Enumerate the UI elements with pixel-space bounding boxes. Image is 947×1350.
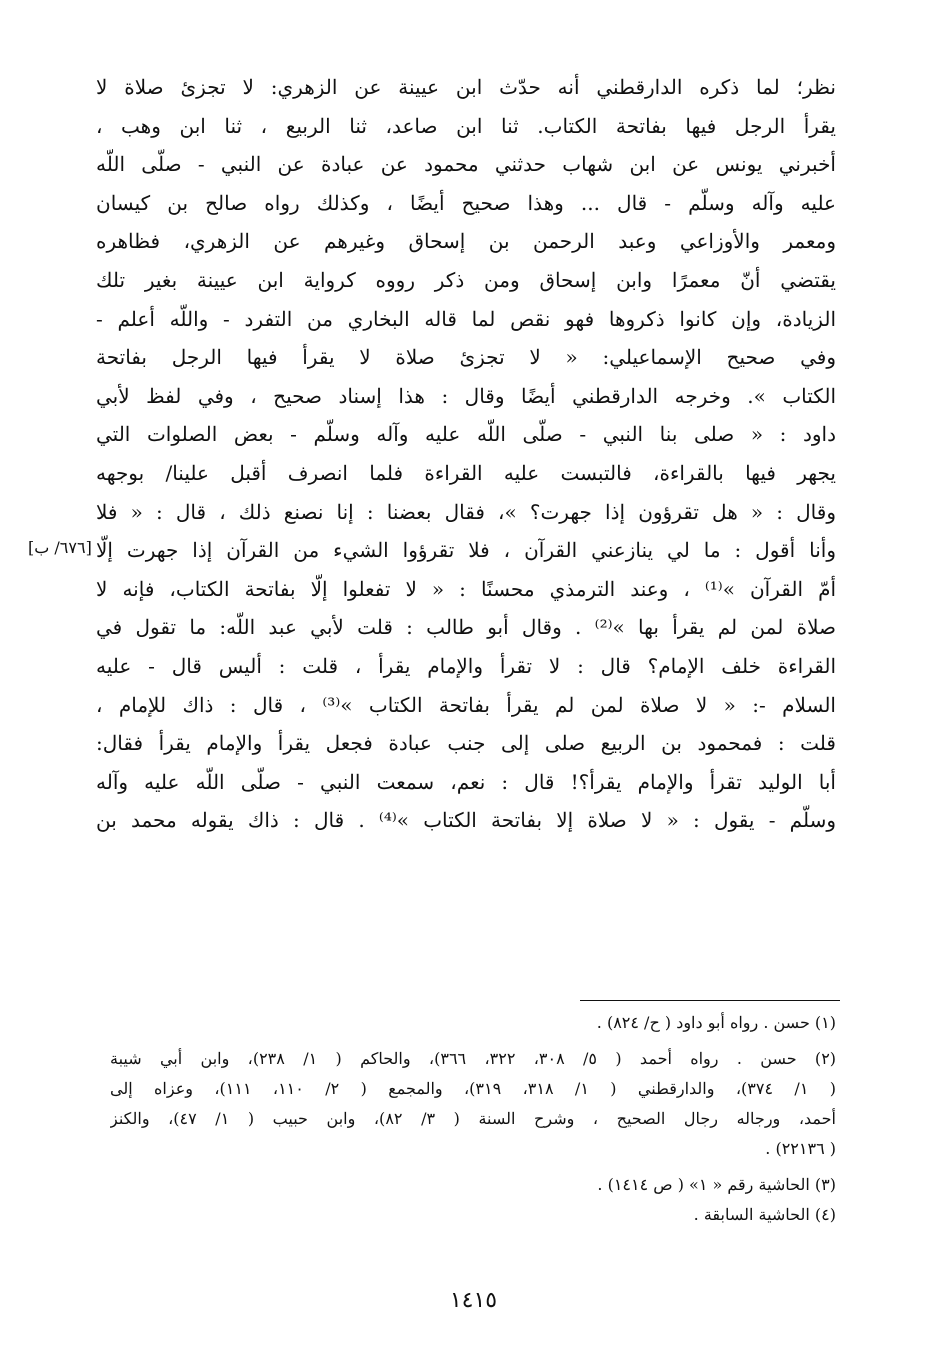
margin-folio-note: [٦٧٦/ ب] — [28, 538, 92, 557]
text-line: يقرأ الرجل فيها بفاتحة الكتاب. ثنا ابن صاعد، ثنا الربيع ، ثنا ابن وهب ، — [96, 113, 836, 138]
footnote-3 — [110, 1170, 836, 1200]
text-line: وقال : « هل تقرؤون إذا جهرت؟ »، فقال بعضنا : إنا نصنع ذلك ، قال : « فلا — [96, 499, 836, 524]
footnote-line: (٣) الحاشية رقم « ١» ( ص ١٤١٤) . — [597, 1175, 836, 1194]
text-line: السلام -: « لا صلاة لمن لم يقرأ بفاتحة الكتاب »⁽³⁾ ، قال : ذاك للإمام ، — [96, 692, 836, 717]
main-text — [96, 68, 836, 840]
footnote-line: ( ١/ ٣٧٤)، والدارقطني ( ١/ ٣١٨، ٣١٩)، والمجمع ( ٢/ ١١٠، ١١١)، وعزاه إلى — [110, 1079, 836, 1098]
footnote-line: (١) حسن . رواه أبو داود ( ح/ ٨٢٤) . — [596, 1013, 836, 1032]
text-line: عليه وآله وسلّم - قال ... وهذا صحيح أيضًا ، وكذلك رواه صالح بن كيسان — [96, 190, 836, 215]
text-line: وسلّم - يقول : « لا صلاة إلا بفاتحة الكتاب »⁽⁴⁾ . قال : ذاك يقوله محمد بن — [96, 808, 836, 833]
text-line: القراءة خلف الإمام؟ قال : لا تقرأ والإمام يقرأ ، قلت : أليس قال - عليه — [96, 653, 836, 678]
text-line: يجهر فيها بالقراءة، فالتبست عليه القراءة فلما انصرف أقبل علينا/ بوجهه — [96, 460, 836, 485]
page-number: ١٤١٥ — [449, 1288, 498, 1313]
text-line: الكتاب ». وخرجه الدارقطني أيضًا وقال : هذا إسناد صحيح ، وفي لفظ لأبي — [96, 383, 836, 408]
text-line: قلت : فمحمود بن الربيع صلى إلى جنب عبادة فجعل يقرأ والإمام يقرأ فقال: — [96, 731, 836, 756]
text-line: وأنا أقول : ما لي ينازعني القرآن ، فلا تقرؤوا الشيء من القرآن إذا جهرت إلّا — [96, 538, 836, 563]
text-line: أمّ القرآن »⁽¹⁾ ، وعند الترمذي محسنًا : « لا تفعلوا إلّا بفاتحة الكتاب، فإنه لا — [96, 576, 836, 601]
text-line: أخبرني يونس عن ابن شهاب حدثني محمود عن عبادة عن النبي - صلّى اللّه — [96, 152, 836, 177]
footnotes — [110, 1008, 836, 1230]
footnote-line: ( ٢٢١٣٦) . — [765, 1139, 836, 1158]
footnote-2 — [110, 1044, 836, 1164]
text-line: وفي صحيح الإسماعيلي: « لا تجزئ صلاة لا يقرأ فيها الرجل بفاتحة — [96, 345, 836, 370]
text-line: داود : « صلى بنا النبي - صلّى اللّه عليه وآله وسلّم - بعض الصلوات التي — [96, 422, 836, 447]
footnote-separator — [580, 1000, 840, 1001]
footnote-4 — [110, 1200, 836, 1230]
text-line: ومعمر والأوزاعي وعبد الرحمن بن إسحاق وغيرهم عن الزهري، فظاهره — [96, 229, 836, 254]
text-line: نظر؛ لما ذكره الدارقطني أنه حدّث ابن عيينة عن الزهري: لا تجزئ صلاة لا — [96, 75, 836, 99]
text-line: الزيادة، وإن كانوا ذكروها فهو نقص لما قاله البخاري من التفرد - واللّه أعلم - — [96, 306, 836, 331]
footnote-line: (٤) الحاشية السابقة . — [693, 1205, 836, 1224]
footnote-1 — [110, 1008, 836, 1038]
footnote-line: (٢) حسن . رواه أحمد ( ٥/ ٣٠٨، ٣٢٢، ٣٦٦)، والحاكم ( ١/ ٢٣٨)، وابن أبي شيبة — [110, 1049, 836, 1068]
text-line: أبا الوليد تقرأ والإمام يقرأ؟! قال : نعم، سمعت النبي - صلّى اللّه عليه وآله — [96, 769, 836, 794]
footnote-line: أحمد، ورجاله رجال الصحيح ، وشرح السنة ( ٣/ ٨٢)، وابن حبيب ( ١/ ٤٧)، والكنز — [110, 1109, 836, 1128]
text-line: صلاة لمن لم يقرأ بها »⁽²⁾ . وقال أبو طالب : قلت لأبي عبد اللّه: ما تقول في — [96, 615, 836, 640]
text-line: يقتضي أنّ معمرًا وابن إسحاق ومن ذكر رووه كرواية ابن عيينة بغير تلك — [96, 267, 836, 292]
